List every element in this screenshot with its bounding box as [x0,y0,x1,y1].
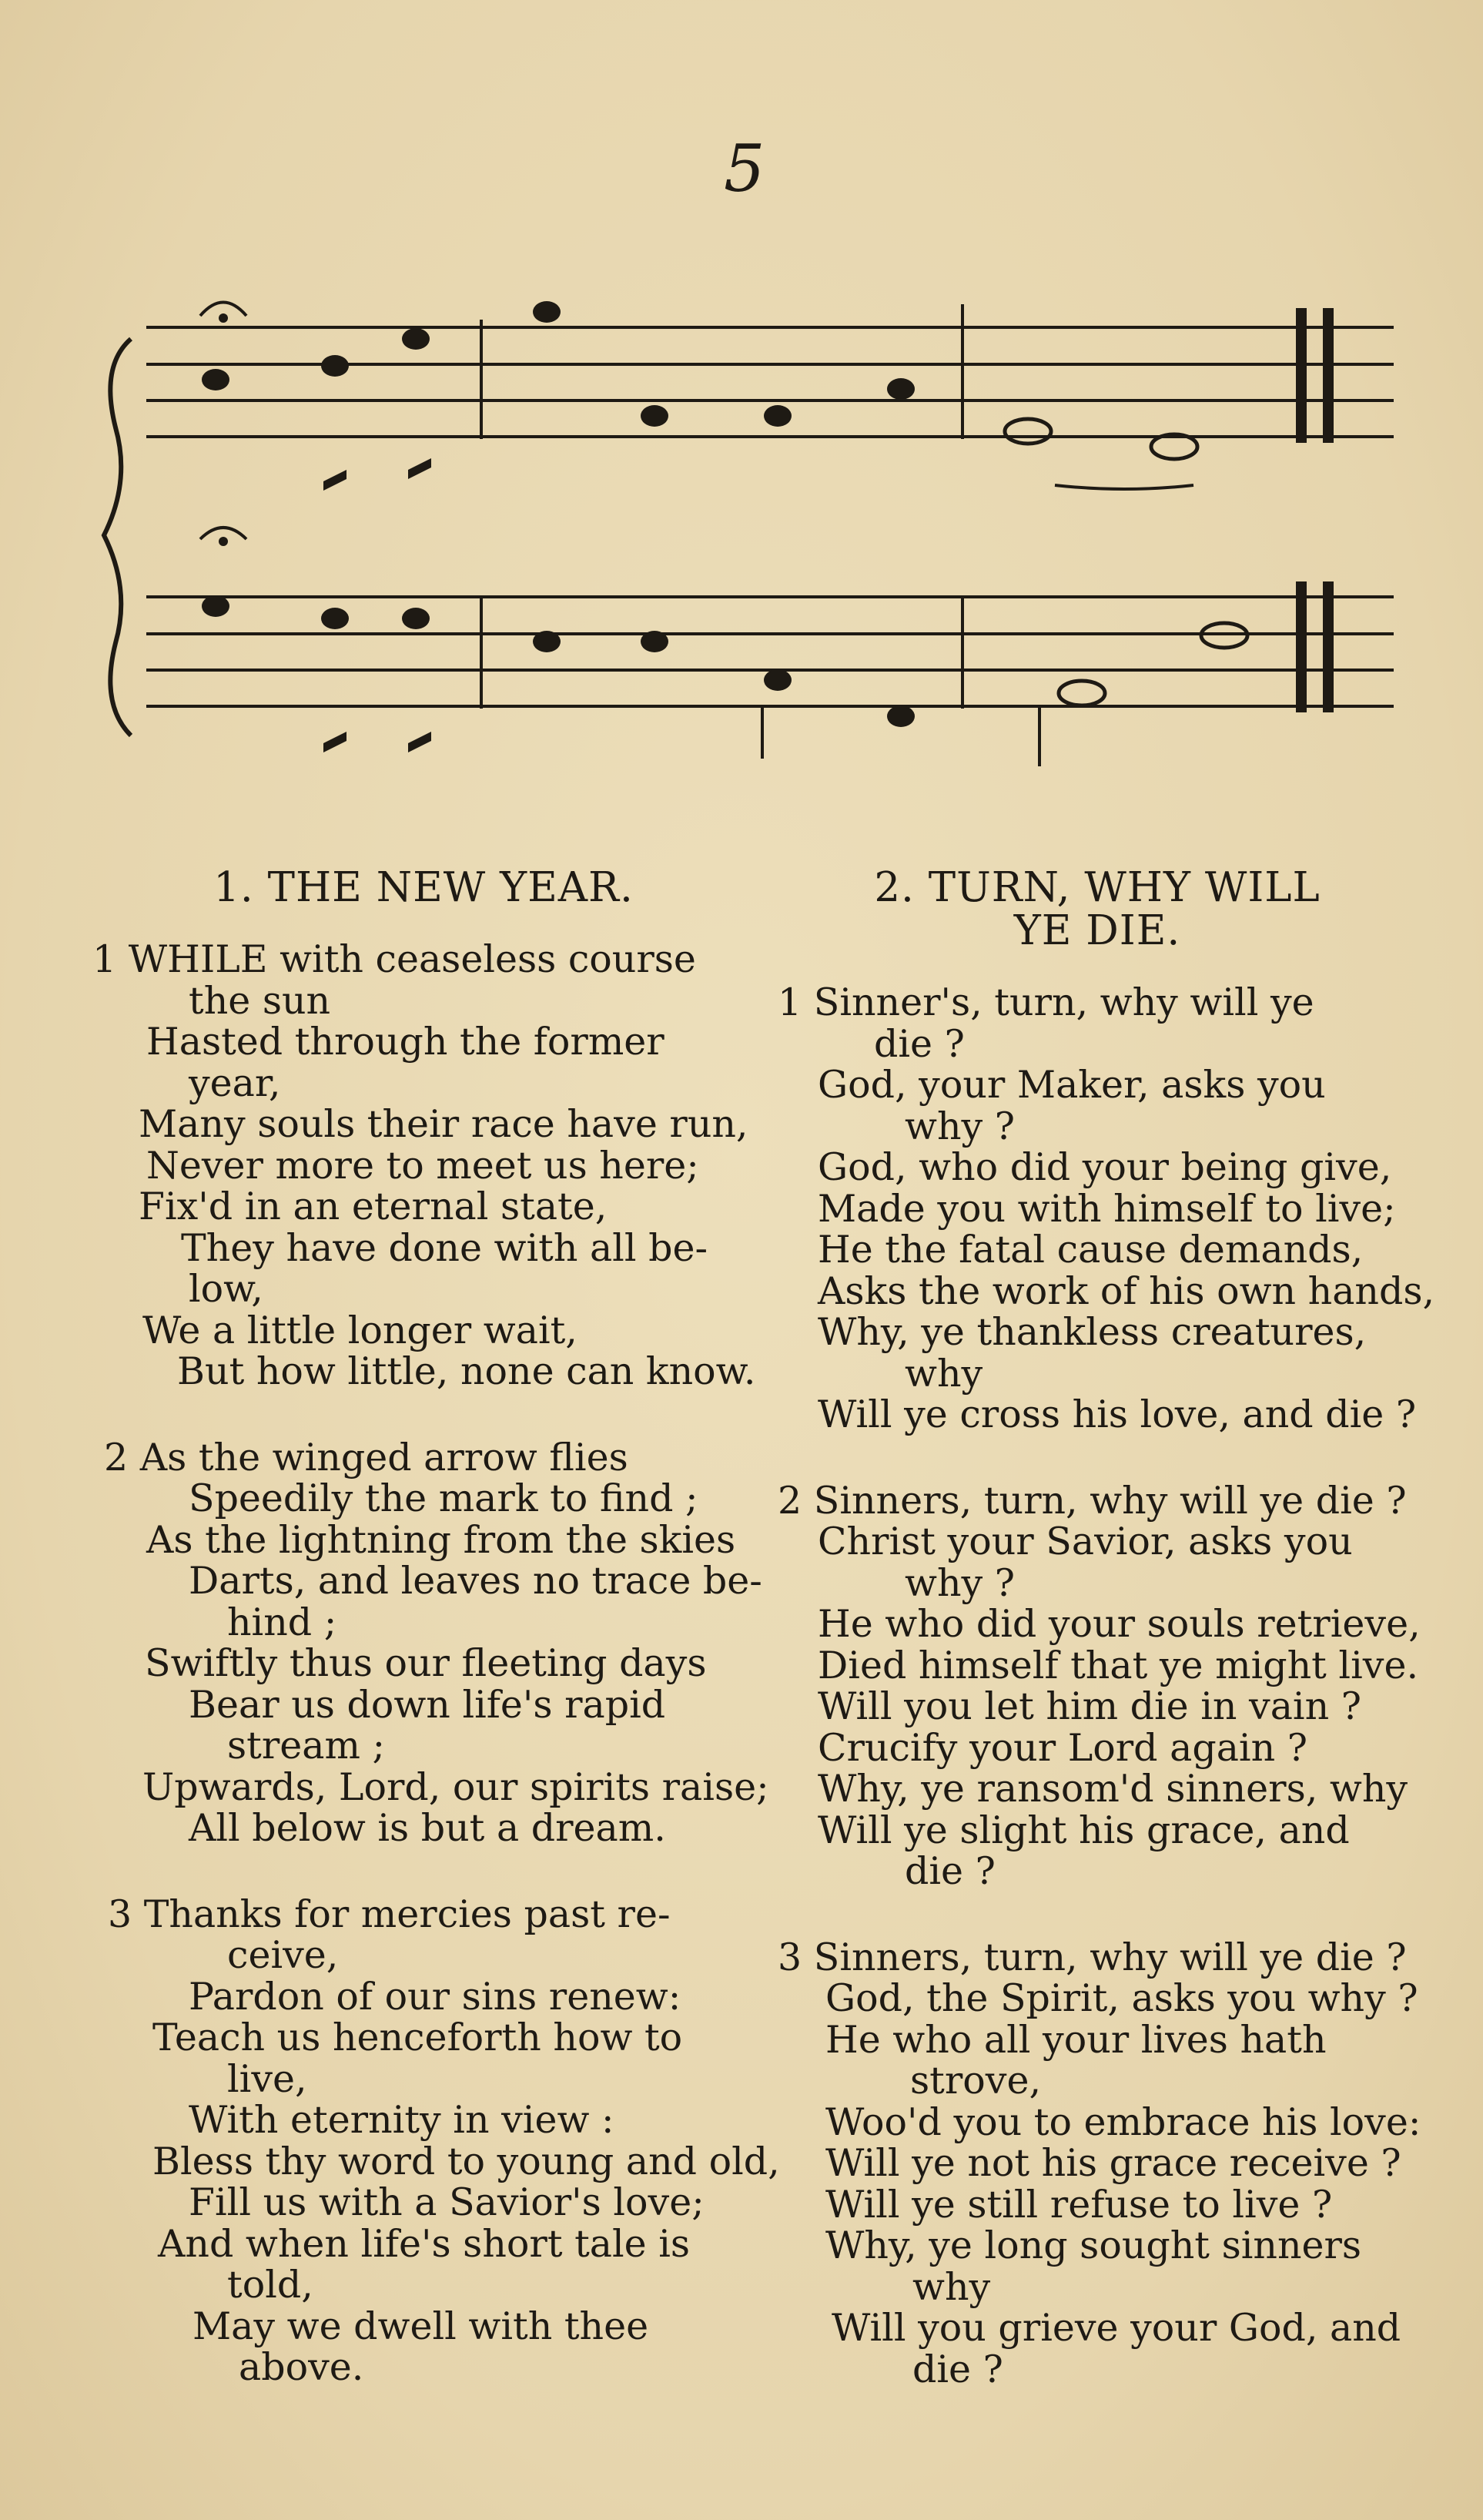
verse-line: May we dwell with thee [192,2304,649,2348]
verse-line: Fix'd in an eternal state, [139,1185,608,1228]
verse-line: He the fatal cause demands, [818,1228,1364,1272]
verse-line: He who did your souls retrieve, [818,1602,1421,1646]
verse-line: Will you grieve your God, and [832,2306,1401,2350]
verse-line: the sun [189,978,331,1023]
verse-line: 1 WHILE with ceaseless course [92,937,696,981]
verse-line: 3 Thanks for mercies past re- [108,1892,671,1936]
verse-line: Speedily the mark to find ; [189,1476,698,1520]
verse-line: above. [239,2345,364,2389]
verse-line: Made you with himself to live; [818,1186,1396,1231]
verse-line: God, who did your being give, [818,1145,1392,1189]
stanza-1 [778,980,1435,1436]
verse-line: Hasted through the former [146,1020,665,1064]
verse-line: 3 Sinners, turn, why will ye die ? [778,1935,1407,1979]
verse-line: why [905,1351,983,1396]
verse-line: And when life's short tale is [158,2221,691,2266]
verse-line: Why, ye thankless creatures, [818,1310,1367,1354]
verse-line: Will ye not his grace receive ? [825,2141,1401,2185]
stanza-3 [778,1935,1421,2391]
stanza-3 [92,1892,780,2389]
stanza-2 [92,1435,769,1850]
verse-line: 2 Sinners, turn, why will ye die ? [778,1478,1407,1523]
verse-line: die ? [912,2347,1003,2391]
verse-line: Teach us henceforth how to [152,2016,683,2059]
verse-line: 1 Sinner's, turn, why will ye [778,980,1314,1024]
verse-line: die ? [874,1021,965,1066]
verse-line: stream ; [227,1724,386,1768]
verse-line: As the lightning from the skies [146,1517,736,1562]
verse-line: God, your Maker, asks you [818,1063,1326,1107]
music-score [100,273,1424,805]
verse-line: year, [189,1061,281,1105]
verse-line: why ? [905,1104,1016,1148]
verse-line: All below is but a dream. [189,1806,666,1850]
verse-line: Died himself that ye might live. [818,1643,1419,1687]
page-number: 5 [724,131,765,206]
verse-line: Asks the work of his own hands, [818,1268,1435,1313]
verse-line: die ? [905,1849,996,1893]
verse-line: Bear us down life's rapid [189,1682,666,1727]
stanza-2 [778,1478,1421,1893]
stanza-1 [92,939,755,1392]
verse-line: low, [189,1267,263,1311]
verse-line: But how little, none can know. [177,1349,756,1393]
verse-line: hind ; [227,1600,337,1644]
hymn-title: 1. THE NEW YEAR. [213,864,634,911]
verse-line: Bless thy word to young and old, [152,2139,780,2183]
verse-line: live, [227,2056,307,2101]
verse-line: Christ your Savior, asks you [818,1520,1353,1563]
verse-line: We a little longer wait, [142,1308,577,1352]
verse-line: Woo'd you to embrace his love: [825,2099,1421,2144]
verse-line: why ? [905,1560,1016,1605]
verse-line: strove, [910,2059,1042,2103]
verse-line: Darts, and leaves no trace be- [189,1559,762,1603]
hymn-title-line-1: 2. TURN, WHY WILL [874,864,1321,911]
verse-line: told, [227,2263,313,2307]
hymn-title-line-2: YE DIE. [1013,907,1181,954]
verse-line: Will ye cross his love, and die ? [818,1392,1417,1436]
verse-line: Pardon of our sins renew: [189,1974,681,2019]
verse-line: 2 As the winged arrow flies [104,1435,628,1479]
verse-line: Will you let him die in vain ? [818,1684,1362,1728]
verse-line: God, the Spirit, asks you why ? [825,1976,1418,2020]
verse-line: Upwards, Lord, our spirits raise; [142,1764,769,1809]
verse-line: ceive, [227,1933,339,1977]
verse-line: With eternity in view : [189,2098,614,2142]
verse-line: Never more to meet us here; [146,1143,699,1188]
verse-line: Why, ye long sought sinners [825,2223,1362,2267]
verse-line: Fill us with a Savior's love; [189,2180,705,2224]
verse-line: why [912,2264,991,2309]
verse-line: Why, ye ransom'd sinners, why [818,1767,1408,1811]
verse-line: Swiftly thus our fleeting days [145,1641,707,1685]
verse-line: They have done with all be- [181,1225,708,1270]
verse-line: Will ye still refuse to live ? [825,2182,1333,2227]
verse-line: Will ye slight his grace, and [818,1808,1350,1852]
hymn-2 [778,864,1435,2435]
verse-line: He who all your lives hath [825,2017,1327,2062]
verse-line: Crucify your Lord again ? [818,1725,1307,1770]
verse-line: Many souls their race have run, [139,1102,748,1146]
hymn-1 [92,864,780,2433]
